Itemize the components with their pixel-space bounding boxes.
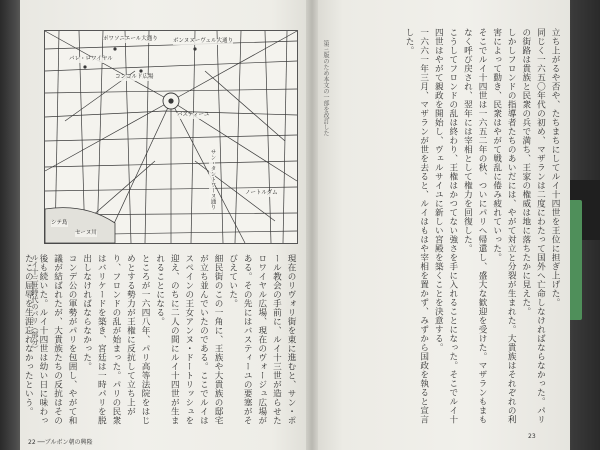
margin-note: 第三版のため本文の一部を改訂した bbox=[322, 40, 329, 136]
map-label: バスティーユ bbox=[177, 112, 210, 118]
right-page-body: 立ち上がるや否や、たちまちにしてルイ十四世を王位に担ぎ上げた。 同じく一六五〇年代の初め、マザランは二度にわたって国外へ亡命しなければならなかった。パリの街路は貴族と民衆の兵で満ち、王家の権威は地に落ちたかに見えた。 しかしフロンドの指導者たちのあいだには、やがて対立と分裂が生まれた。大貴族はそれぞれの利害によって動き、民衆はやがて戦乱に倦み疲れていった。 そこでルイ十四世は一六五二年の秋、ついにパリへ帰還し、盛大な歓迎を受けた。マザランもまもなく呼び戻され、翌年には宰相として権力を回復した。 こうしてフロンドの乱は終わり、王権はかつてない強さを手に入れることになった。そこでルイ十四世はやがて親政を開始し、ヴェルサイユに新しい宮殿を築くことを決意する。 一六六一年三月、マザランが世を去ると、ルイはもはや宰相を置かず、みずから国政を執ると宣言した。 bbox=[404, 28, 560, 424]
map-label: シテ島 bbox=[51, 220, 68, 226]
map-label: ボンヌヌーヴェル大通り bbox=[173, 38, 234, 44]
map-label: セーヌ川 bbox=[75, 230, 97, 236]
book-gutter bbox=[306, 0, 318, 450]
map-label: サン・タントワーヌ通り bbox=[209, 149, 216, 210]
left-page-body: 現在のリヴォリ街を東に進むと、サン・ポール教会の手前に、ルイ十三世が造らせたロワイヤル広場、現在のヴォージュ広場がある。その先にはバスティーユの要塞がそびえていた。 細民街のこの一角に、王族や大貴族の邸宅が立ち並んでいたのである。ここでルイはスペインの王女アンヌ・ドートリッシュを迎え、のちに二人の間にルイ十四世が生まれることになる。 ところが一六四八年、パリ高等法院をはじめとする勢力が王権に反抗して立ち上がり、フロンドの乱が始まった。パリの民衆はバリケードを築き、宮廷は一時パリを脱出しなければならなかった。 コンデ公の軍勢がパリを包囲し、やがて和議が結ばれたが、大貴族たちの反抗はその後も続いた。ルイ十四世は幼い日に味わったこの屈辱を生涯忘れなかったという。 bbox=[23, 254, 296, 425]
map-label: ポワソニエール大通り bbox=[103, 36, 158, 42]
paris-map bbox=[44, 30, 298, 244]
map-label: パレ・ロワイヤル bbox=[69, 56, 113, 62]
page-footer-left: 22 ──ブルボン朝の興隆 bbox=[28, 439, 93, 446]
page-number-right: 23 bbox=[528, 433, 536, 440]
map-drawing bbox=[45, 31, 297, 243]
map-caption: ルイ十三世時代のパリ（部分） bbox=[31, 254, 39, 352]
map-label: ノートルダム bbox=[245, 190, 278, 196]
map-label: コンコルド広場 bbox=[115, 74, 154, 80]
